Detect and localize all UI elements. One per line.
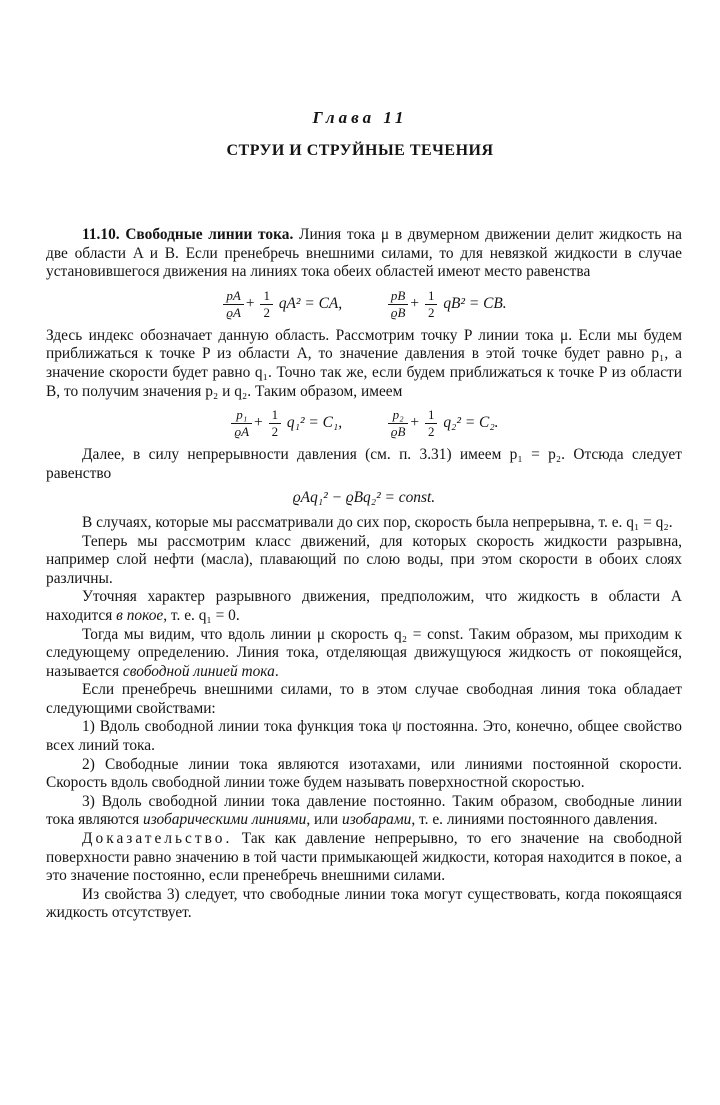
eq1-term-a: qA² = CA,: [278, 294, 343, 312]
fraction-half: $\frac{1}{2}$: [260, 288, 273, 321]
chapter-title: СТРУИ И СТРУЙНЫЕ ТЕЧЕНИЯ: [226, 142, 494, 159]
term-definition: изобарическими линиями: [143, 811, 307, 829]
fraction-half: $\frac{1}{2}$: [425, 288, 438, 321]
paragraph: Здесь индекс обозначает данную область. Рассмотрим точку P линии тока μ. Если мы будем приближаться к точке P из области A, то значение давления в этой точке будет равно p₁, а значение скорости будет равно q₁. Точно так же, если будем приближаться к точке P из области B, то получим значения p₂ и q₂. Таким образом, имеем: [46, 326, 682, 400]
proof-label: Доказательство.: [82, 830, 233, 848]
property-item: 2) Свободные линии тока являются изотахами, или линиями постоянной скорости. Скорость вдоль свободной линии тоже будем называть поверхностной скоростью.: [46, 755, 682, 792]
section-intro-paragraph: [46, 226, 682, 282]
page-body: [46, 226, 682, 923]
eq2-term-a: q₁² = C₁,: [286, 414, 343, 432]
proof-paragraph: Доказательство. Так как давление непрерывно, то его значение на свободной поверхности равно значению в той части примыкающей жидкости, которая находится в покое, а это значение постоянно, если пренебречь внешними силами.: [46, 830, 682, 885]
equation-bernoulli-regions: $\frac{pA}{ϱA}$ + $\frac{1}{2}$ qA² = CA, $\frac{pB}{ϱB}$ + $\frac{1}{2}$ qB² = CB.: [46, 288, 682, 321]
section-intro-text: Линия тока μ в двумерном движении делит жидкость на две области A и B. Если пренебречь внешними силами, то для невязкой жидкости в случае установившегося движения на линиях тока обеих областей имеют место равенства: [46, 226, 682, 281]
term-definition: изобарами: [342, 811, 412, 829]
fraction-half: $\frac{1}{2}$: [269, 407, 282, 440]
chapter-number: Глава 11: [312, 108, 408, 127]
property-item: 3) Вдоль свободной линии тока давление постоянно. Таким образом, свободные линии тока являются изобарическими линиями, или изобарами, т. е. линиями постоянного давления.: [46, 792, 682, 829]
fraction-p2-rhoB: $\frac{\text{p₂}}{ϱB}$: [388, 407, 409, 440]
term-definition: свободной линией тока: [122, 662, 275, 680]
paragraph: Уточняя характер разрывного движения, предположим, что жидкость в области A находится в покое, т. е. q₁ = 0.: [46, 588, 682, 624]
fraction-pA-rhoA: $\frac{pA}{ϱA}$: [223, 288, 244, 321]
fraction-half: $\frac{1}{2}$: [425, 407, 438, 440]
paragraph: Теперь мы рассмотрим класс движений, для которых скорость жидкости разрывна, например слой нефти (масла), плавающий по слою воды, при этом скорости в обоих слоях различны.: [46, 532, 682, 587]
paragraph: Если пренебречь внешними силами, то в этом случае свободная линия тока обладает следующими свойствами:: [46, 681, 682, 717]
fraction-pB-rhoB: $\frac{pB}{ϱB}$: [388, 288, 409, 321]
property-item: 1) Вдоль свободной линии тока функция тока ψ постоянна. Это, конечно, общее свойство всех линий тока.: [46, 718, 682, 755]
equation-bernoulli-point: $\frac{\text{p₁}}{ϱA}$ + $\frac{1}{2}$ q₁² = C₁, $\frac{\text{p₂}}{ϱB}$ + $\frac{1}{2}$ q₂² = C₂.: [46, 407, 682, 440]
eq1-term-b: qB² = CB.: [443, 294, 507, 312]
paragraph: Далее, в силу непрерывности давления (см. п. 3.31) имеем p₁ = p₂. Отсюда следует равенство: [46, 446, 682, 482]
eq2-term-b: q₂² = C₂.: [443, 414, 499, 432]
paragraph: Из свойства 3) следует, что свободные линии тока могут существовать, когда покоящаяся жидкость отсутствует.: [46, 885, 682, 922]
paragraph: Тогда мы видим, что вдоль линии μ скорость q₂ = const. Таким образом, мы приходим к следующему определению. Линия тока, отделяющая движущуюся жидкость от покоящейся, называется свободной линией тока.: [46, 625, 682, 680]
equation-const: ϱAq₁² − ϱBq₂² = const.: [292, 489, 436, 507]
fraction-p1-rhoA: $\frac{\text{p₁}}{ϱA}$: [231, 407, 252, 440]
section-heading: 11.10. Свободные линии тока.: [82, 226, 294, 243]
paragraph: В случаях, которые мы рассматривали до сих пор, скорость была непрерывна, т. е. q₁ = q₂.: [82, 513, 673, 531]
emphasis: в покое: [116, 606, 164, 624]
